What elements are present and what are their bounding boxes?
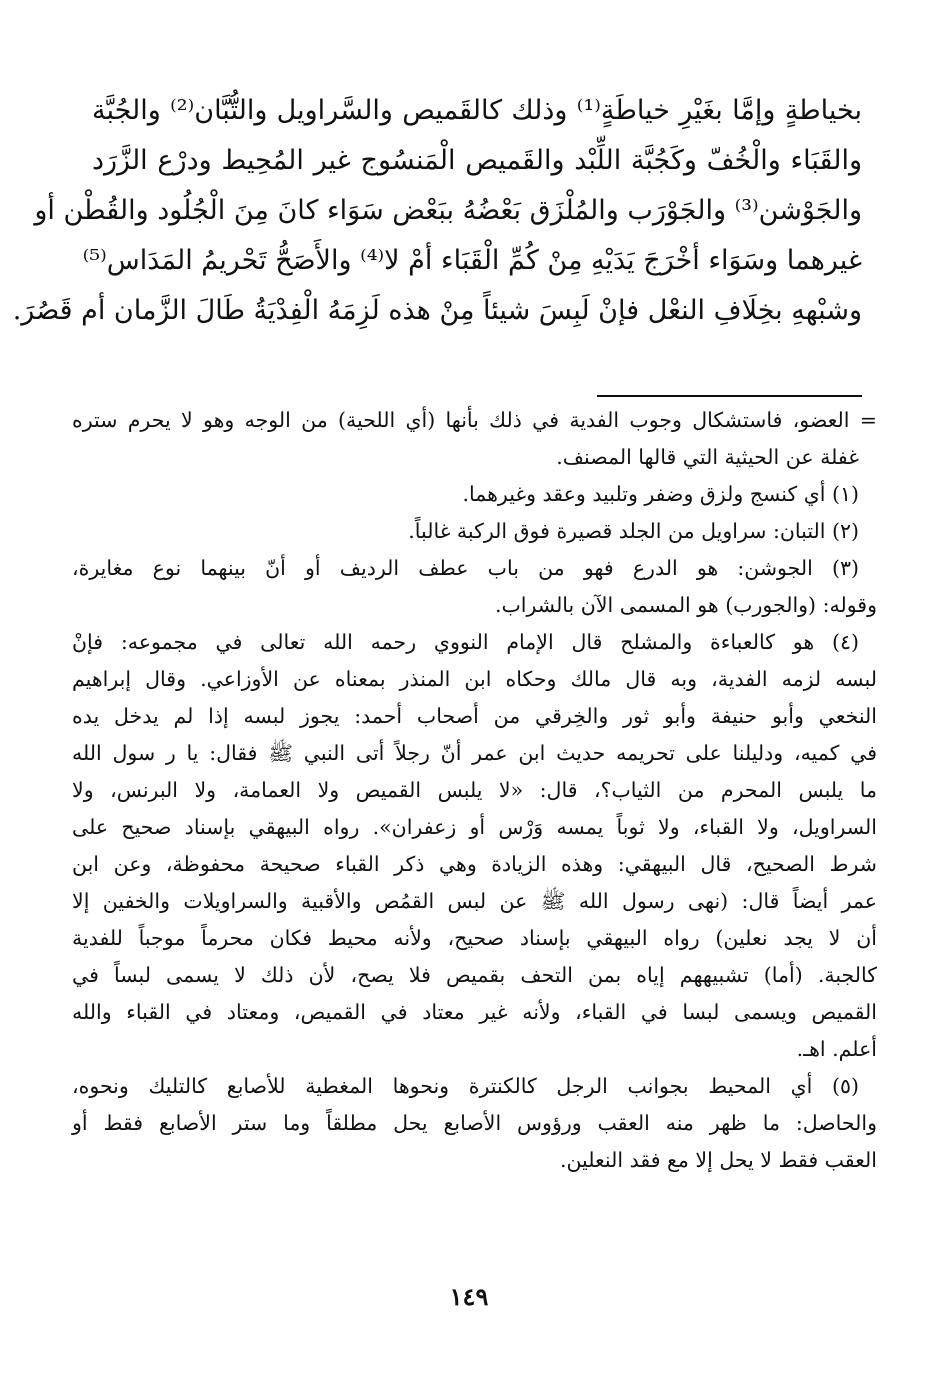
footnote-separator — [597, 395, 862, 397]
footnote-4-line: القميص ويسمى لبسا في القباء، ولأنه غير معتاد في القميص، ومعتاد في القباء والله — [72, 1000, 877, 1024]
footnote-4-line: في كميه، ودليلنا على تحريمه حديث ابن عمر أنّ رجلاً أتى النبي ﷺ فقال: يا ر سول الله — [72, 741, 877, 765]
footnote-1: (١) أي كنسج ولزق وضفر وتلبيد وعقد وغيرهما. — [462, 482, 859, 506]
main-text-line: وشبْههِ بخِلَافِ النعْل فإنْ لَبِسَ شيئاً مِنْ هذه لَزِمَهُ الْفِدْيَةُ طَالَ الزَّمان أم قَصُرَ. — [12, 295, 862, 326]
footnote-4-line: أن لا يجد نعلين) رواه البيهقي بإسناد صحيح، ولأنه محيط فكان محرماً موجباً للفدية — [72, 926, 877, 950]
main-text-line: بخياطةٍ وإمَّا بغَيْرِ خياطَةٍ⁽¹⁾ وذلك كالقَميص والسَّراويل والتُّبَّان⁽²⁾ والجُبَّة — [92, 95, 862, 126]
main-text-line: والجَوْشن⁽³⁾ والجَوْرَب والمُلْزَق بَعْضُهُ ببَعْض سَوَاء كانَ مِنَ الْجُلُود والقُطْن أو — [34, 195, 862, 226]
main-text-block — [12, 86, 862, 336]
main-text-line: غيرهما وسَوَاء أخْرَجَ يَدَيْهِ مِنْ كُمِّ الْقَبَاء أمْ لا⁽⁴⁾ والأَصَحُّ تَحْريمُ المَدَاس⁽⁵⁾ — [82, 245, 862, 276]
main-text-line: والقَبَاء والْخُفّ وكَجُبَّة اللِّبْد والقَميص الْمَنسُوج غير المُحِيط ودرْع الزَّرَد — [92, 145, 862, 176]
footnote-5-line: العقب فقط لا يحل إلا مع فقد النعلين. — [559, 1148, 877, 1172]
footnote-4-line: شرط الصحيح، قال البيهقي: وهذه الزيادة وهي ذكر القباء صحيحة محفوظة، وعن ابن — [72, 852, 877, 876]
footnote-4-line: ما يلبس المحرم من الثياب؟، قال: «لا يلبس القميص ولا العمامة، ولا البرنس، ولا — [72, 778, 877, 802]
footnote-2: (٢) التبان: سراويل من الجلد قصيرة فوق الركبة غالباً. — [408, 519, 859, 543]
footnote-4-line: (٤) هو كالعباءة والمشلح قال الإمام النووي رحمه الله تعالى في مجموعه: فإنْ — [72, 630, 859, 654]
footnote-4-line: لبسه لزمه الفدية، وبه قال مالك وحكاه ابن المنذر بمعناه عن الأوزاعي. وقال إبراهيم — [72, 667, 877, 691]
footnote-3-line: وقوله: (والجورب) هو المسمى الآن بالشراب. — [494, 593, 877, 617]
footnote-4-line: السراويل، ولا القباء، ولا ثوباً يمسه وَرْس أو زعفران». رواه البيهقي بإسناد صحيح على — [72, 815, 877, 839]
footnote-4-line: كالجبة. (أما) تشبيههم إياه بمن التحف بقميص فلا يصح، لأن ذلك لا يسمى لبساً في — [72, 963, 877, 987]
footnote-4-line: النخعي وأبو حنيفة وأبو ثور والخِرقي من أصحاب أحمد: يجوز لبسه إذا لم يدخل يده — [72, 704, 877, 728]
footnote-continuation-line: = العضو، فاستشكال وجوب الفدية في ذلك بأنها (أي اللحية) من الوجه وهو لا يحرم ستره — [72, 408, 877, 432]
page-number: ١٤٩ — [449, 1282, 489, 1311]
footnote-5-line: والحاصل: ما ظهر منه العقب ورؤوس الأصابع يحل مطلقاً وما ستر الأصابع فقط أو — [72, 1111, 877, 1135]
footnote-continuation-line: غفلة عن الحيثية التي قالها المصنف. — [556, 445, 859, 469]
footnote-3-line: (٣) الجوشن: هو الدرع فهو من باب عطف الرديف أو أنّ بينهما نوع مغايرة، — [72, 556, 859, 580]
footnote-5-line: (٥) أي المحيط بجوانب الرجل كالكنترة ونحوها المغطية للأصابع كالتليك ونحوه، — [72, 1074, 859, 1098]
footnotes-block — [72, 402, 877, 1179]
footnote-4-line: أعلم. اهـ. — [796, 1037, 877, 1061]
footnote-4-line: عمر أيضاً قال: (نهى رسول الله ﷺ عن لبس القمُص والأقبية والسراويلات والخفين إلا — [72, 889, 877, 913]
